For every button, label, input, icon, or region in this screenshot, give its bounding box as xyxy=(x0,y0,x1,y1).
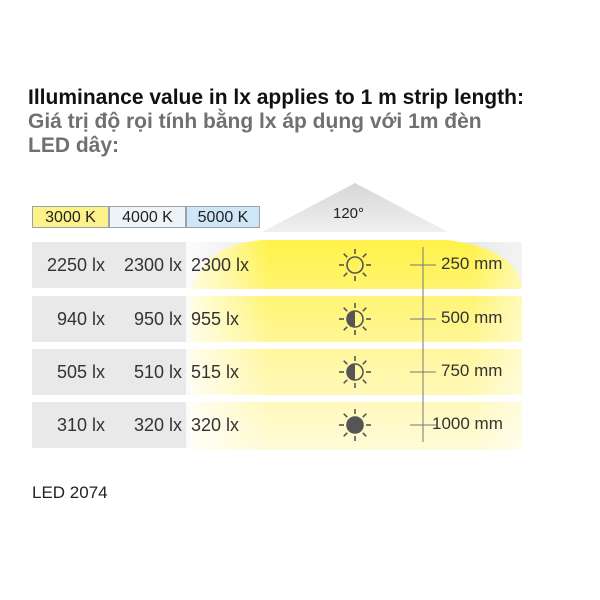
distance-label: 1000 mm xyxy=(432,414,503,433)
color-temp-5000k: 5000 K xyxy=(186,206,260,228)
row-gap xyxy=(186,289,526,296)
sun-half-icon xyxy=(339,356,371,388)
lux-4000k: 320 lx xyxy=(133,415,182,435)
row-gap xyxy=(186,342,526,349)
heading-english: Illuminance value in lx applies to 1 m strip length: xyxy=(28,86,524,109)
lux-5000k: 320 lx xyxy=(191,415,240,435)
lux-5000k: 955 lx xyxy=(191,309,240,329)
beam-angle-label: 120° xyxy=(333,205,365,222)
lux-4000k: 950 lx xyxy=(133,309,182,329)
lux-3000k: 2250 lx xyxy=(46,255,105,275)
heading-vietnamese-cont: LED dây: xyxy=(28,134,120,157)
distance-label: 750 mm xyxy=(441,361,503,380)
distance-label: 250 mm xyxy=(441,254,503,273)
lux-3000k: 505 lx xyxy=(56,362,105,382)
color-temp-4000k: 4000 K xyxy=(109,206,186,228)
product-code: LED 2074 xyxy=(32,483,108,502)
lux-3000k: 940 lx xyxy=(56,309,105,329)
distance-label: 500 mm xyxy=(441,308,503,327)
lux-3000k: 310 lx xyxy=(56,415,105,435)
heading-vietnamese: Giá trị độ rọi tính bằng lx áp dụng với 1m đèn xyxy=(28,110,482,133)
sun-dim-icon xyxy=(339,409,371,441)
color-temp-3000k: 3000 K xyxy=(32,206,109,228)
lux-4000k: 2300 lx xyxy=(123,255,182,275)
lux-5000k: 2300 lx xyxy=(191,255,250,275)
lux-5000k: 515 lx xyxy=(191,362,240,382)
lux-4000k: 510 lx xyxy=(133,362,182,382)
sun-half-icon xyxy=(339,303,371,335)
row-gap xyxy=(186,395,526,402)
